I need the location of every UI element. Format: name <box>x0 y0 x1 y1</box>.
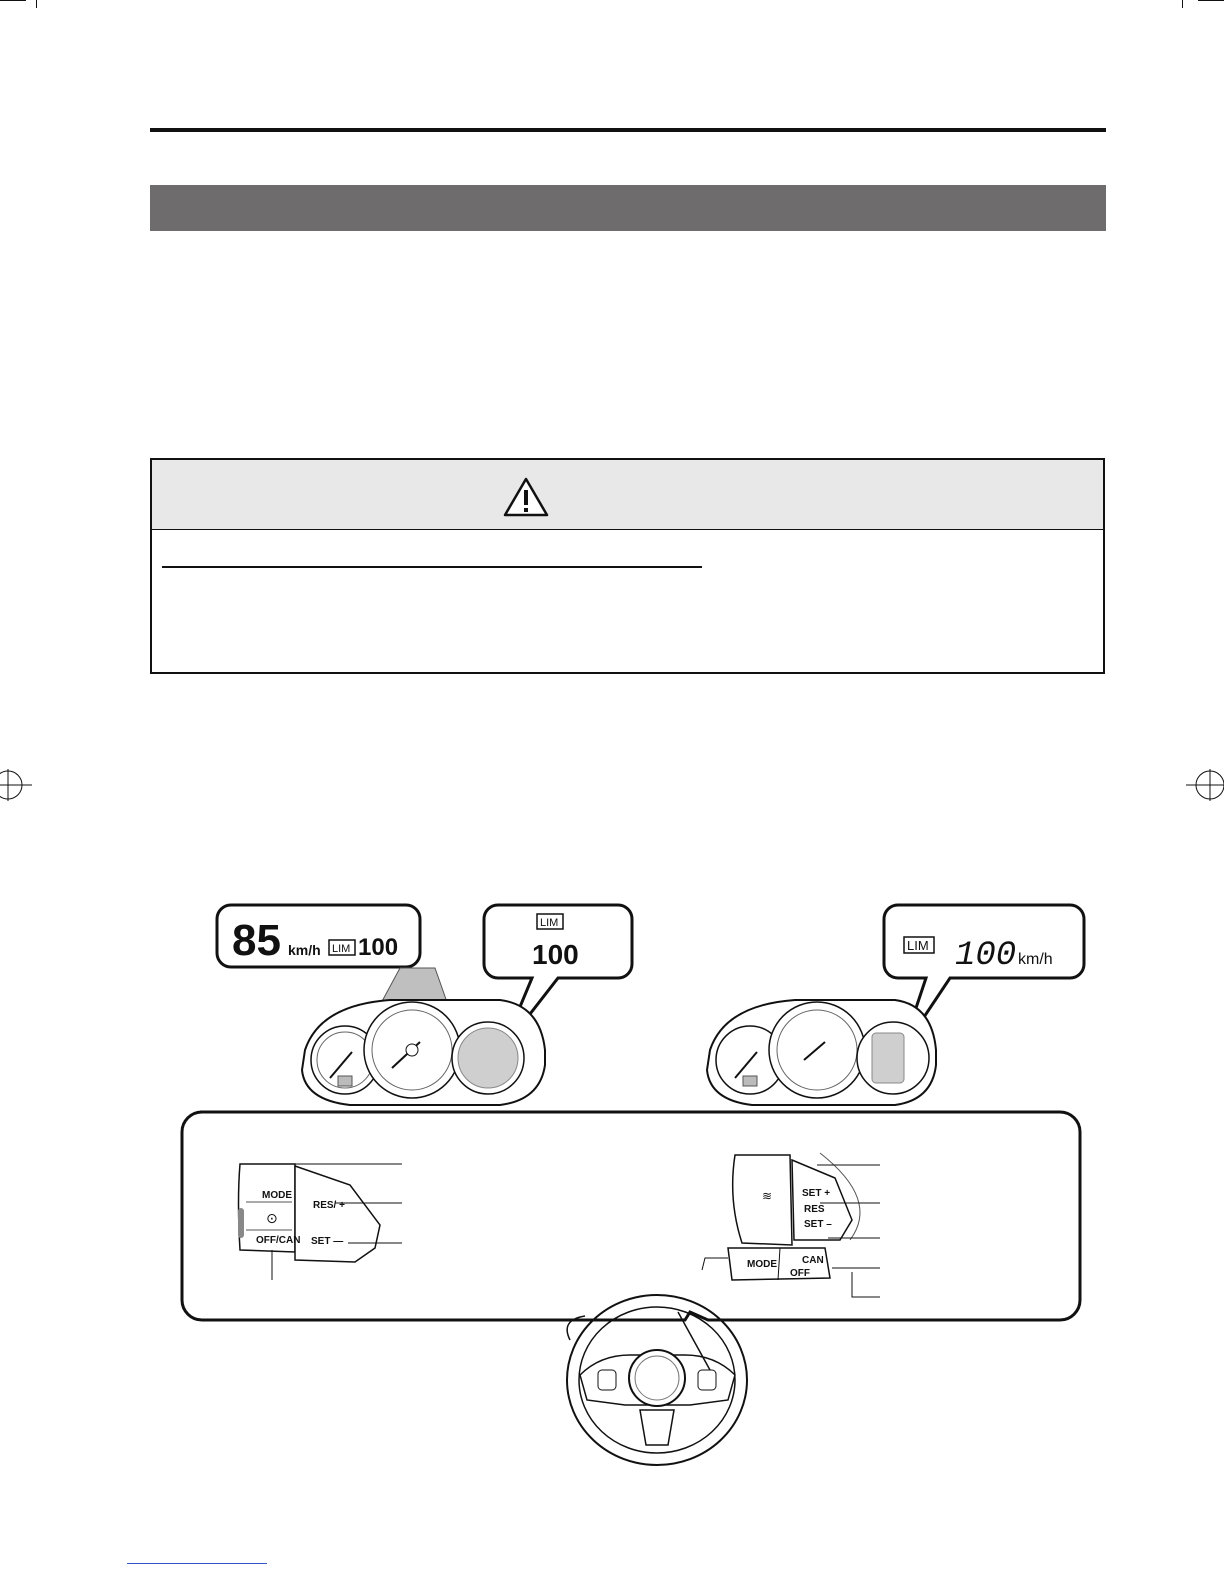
crop-mark-tr-h <box>1198 0 1224 1</box>
left-mode-label: MODE <box>262 1190 292 1201</box>
hud-lim-badge: LIM <box>332 943 351 955</box>
warning-header <box>152 460 1103 530</box>
section-header-bar <box>150 185 1106 231</box>
right-off-label: OFF <box>790 1268 810 1279</box>
crop-mark-tl-v <box>36 0 37 8</box>
right-limit: 100 <box>955 937 1017 975</box>
left-off-can-label: OFF/CAN <box>256 1235 301 1246</box>
meter-limit: 100 <box>532 939 579 970</box>
warning-triangle-icon <box>502 476 550 518</box>
meter-lim-badge: LIM <box>540 917 559 929</box>
instrument-cluster-left <box>302 1000 545 1105</box>
left-set-minus-label: SET — <box>311 1236 344 1247</box>
right-lim-badge: LIM <box>907 938 929 953</box>
hud-limit: 100 <box>358 934 399 961</box>
crop-mark-tr-v <box>1182 0 1183 8</box>
footer-link-underline[interactable] <box>127 1563 267 1564</box>
right-set-minus-label: SET – <box>804 1219 832 1230</box>
right-mode-label: MODE <box>747 1259 777 1270</box>
hud-speed: 85 <box>232 916 281 965</box>
cruise-illustration <box>180 900 1090 1470</box>
left-res-plus-label: RES/ + <box>313 1200 345 1211</box>
warning-underline <box>162 566 702 568</box>
distance-icon: ≋ <box>762 1189 773 1203</box>
crop-mark-tl-h <box>0 0 26 1</box>
right-set-plus-label: SET + <box>802 1188 831 1199</box>
cruise-control-icon: ⊙ <box>266 1211 278 1227</box>
hud-speed-unit: km/h <box>288 942 321 958</box>
instrument-cluster-right <box>707 1000 936 1105</box>
top-rule <box>150 128 1106 132</box>
registration-mark-right <box>1180 765 1224 805</box>
right-limit-unit: km/h <box>1018 951 1053 968</box>
right-res-label: RES <box>804 1204 825 1215</box>
hud-display-bubble <box>217 905 420 967</box>
registration-mark-left <box>0 765 40 805</box>
right-can-label: CAN <box>802 1255 824 1266</box>
